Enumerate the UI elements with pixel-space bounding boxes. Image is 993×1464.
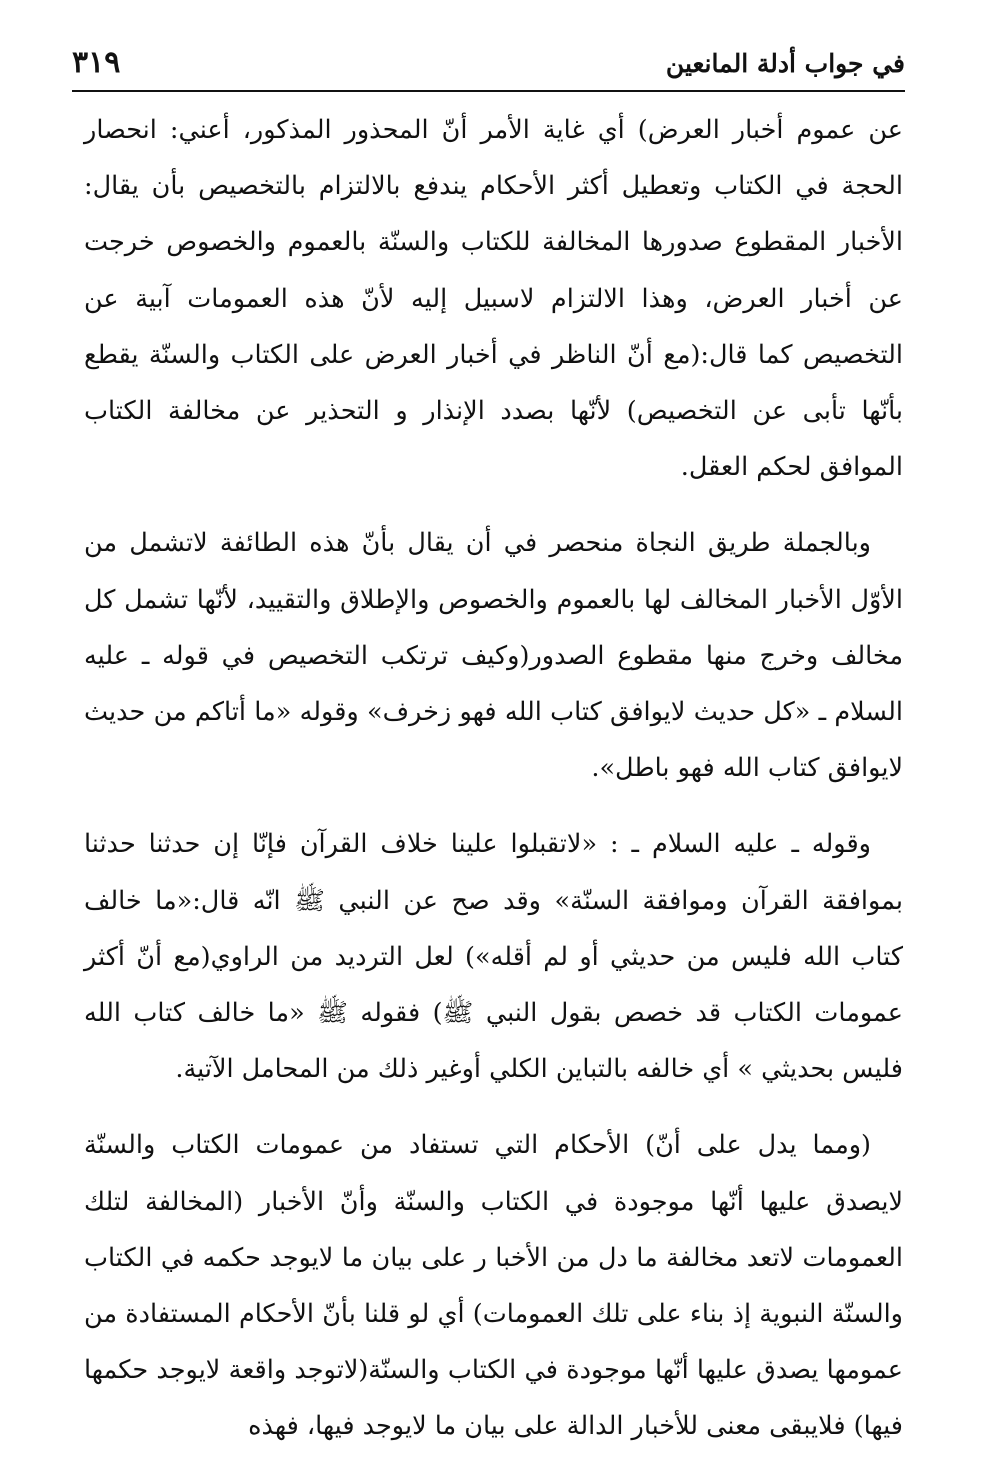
paragraph-4: (ومما يدل على أنّ) الأحكام التي تستفاد من عمومات الكتاب والسنّة لايصدق عليها أنّها موجودة في الكتاب والسنّة وأنّ الأخبار (المخالفة لتلك العمومات لاتعد مخالفة ما دل من الأخبا ر على بيان ما لايوجد حكمه في الكتاب والسنّة النبوية إذ بناء على تلك العمومات) أي لو قلنا بأنّ الأحكام المستفادة من عمومها يصدق عليها أنّها موجودة في الكتاب والسنّة(لاتوجد واقعة لايوجد حكمها فيها) فلايبقى معنى للأخبار الدالة على بيان ما لايوجد فيها، فهذه bbox=[84, 1130, 903, 1442]
header-divider bbox=[72, 90, 905, 92]
paragraph-1: عن عموم أخبار العرض) أي غاية الأمر أنّ المحذور المذكور، أعني: انحصار الحجة في الكتاب وتعطيل أكثر الأحكام يندفع بالالتزام بالتخصيص بأن يقال: الأخبار المقطوع صدورها المخالفة للكتاب والسنّة بالعموم والخصوص خرجت عن أخبار العرض، وهذا الالتزام لاسبيل إليه لأنّ هذه العمومات آبية عن التخصيص كما قال:(مع أنّ الناظر في أخبار العرض على الكتاب والسنّة يقطع بأنّها تأبى عن التخصيص) لأنّها بصدد الإنذار و التحذير عن مخالفة الكتاب الموافق لحكم العقل. bbox=[84, 115, 903, 483]
paragraph-3: وقوله ـ عليه السلام ـ : «لاتقبلوا علينا خلاف القرآن فإنّا إن حدثنا حدثنا بموافقة القرآن وموافقة السنّة» وقد صح عن النبي ﷺ انّه قال:«ما خالف كتاب الله فليس من حديثي أو لم أقله») لعل الترديد من الراوي(مع أنّ أكثر عمومات الكتاب قد خصص بقول النبي ﷺ) فقوله ﷺ «ما خالف كتاب الله فليس بحديثي » أي خالفه بالتباين الكلي أوغير ذلك من المحامل الآتية. bbox=[84, 829, 903, 1085]
running-title: في جواب أدلة المانعين bbox=[665, 49, 905, 78]
paragraph-2: وبالجملة طريق النجاة منحصر في أن يقال بأنّ هذه الطائفة لاتشمل من الأوّل الأخبار المخالف لها بالعموم والخصوص والإطلاق والتقييد، لأنّها تشمل كل مخالف وخرج منها مقطوع الصدور(وكيف ترتكب التخصيص في قوله ـ عليه السلام ـ «كل حديث لايوافق كتاب الله فهو زخرف» وقوله «ما أتاكم من حديث لايوافق كتاب الله فهو باطل». bbox=[84, 528, 903, 784]
page-header bbox=[72, 38, 905, 88]
body-text bbox=[84, 102, 903, 1455]
page-number: ٣١٩ bbox=[72, 45, 121, 80]
